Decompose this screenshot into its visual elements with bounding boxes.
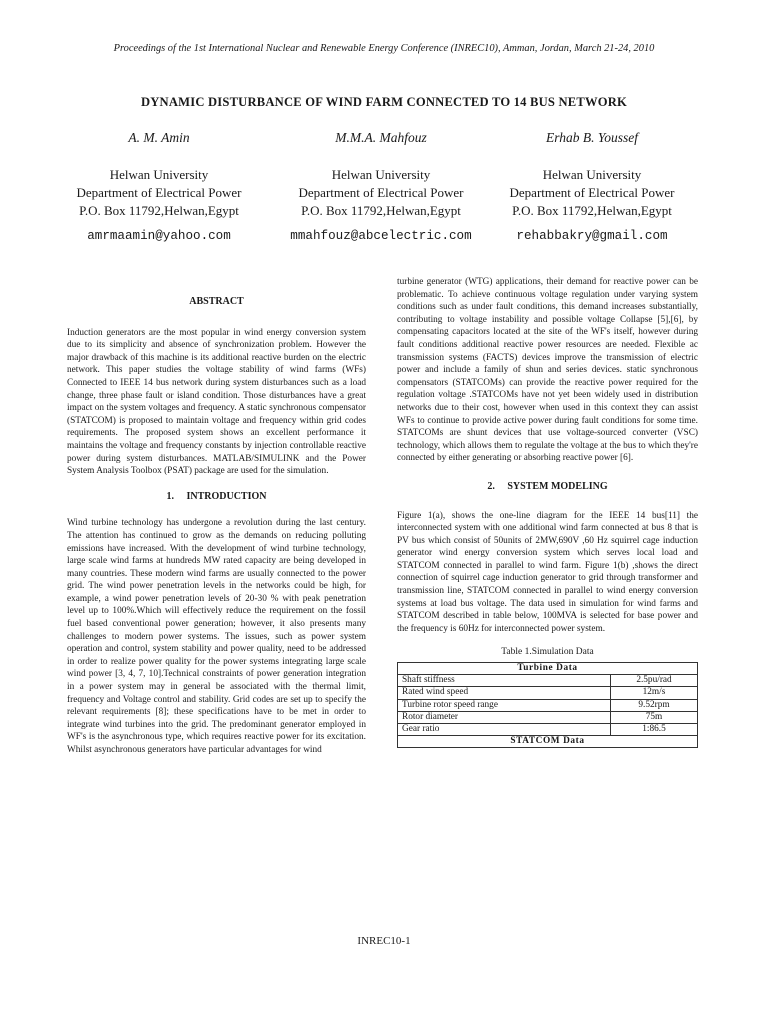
table-cell-value: 9.52rpm [611,699,698,711]
author-university: Helwan University [542,167,642,182]
table-row [398,711,698,723]
author-university: Helwan University [331,167,431,182]
left-column [67,276,366,757]
abstract-text: Induction generators are the most popular in wind energy conversion system due to its simplicity and absence of synchronization problem. However the major drawback of this machine is its additional reactive burden on the electric network. This paper studies the voltage stability of wind farms (WFs) Connected to IEEE 14 bus network during system disturbances such as a load change, three phase fault or island condition. Those disturbances have a great impact on the system voltages and frequency. A static synchronous compensator (STATCOM) is proposed to maintain voltage and frequency within grid codes requirements. The proposed system shows an excellent performance it maintains the voltage and frequency constants by injection controllable reactive power during system disturbances. MATLAB/SIMULINK and the Power System Analysis Toolbox (PSAT) package are used for the simulation. [67,327,366,477]
author-name: M.M.A. Mahfouz [335,130,427,145]
table-cell-value: 75m [611,711,698,723]
statcom-data-heading: STATCOM Data [398,736,698,748]
author-address: P.O. Box 11792,Helwan,Egypt [301,203,461,218]
table-cell-label: Turbine rotor speed range [398,699,611,711]
table-cell-value: 12m/s [611,687,698,699]
author-block [49,128,269,243]
author-department: Department of Electrical Power [298,185,464,200]
introduction-continued-text: turbine generator (WTG) applications, their demand for reactive power can be problematic. To achieve continuous voltage regulation under varying system conditions such as under fault conditions, this demand increases substantially, contributing to voltage instability and possible voltage Collapse [5],[6], by compensating capacitors located at the site of the WF's itself, however during fault conditions additional reactive power resources are needed. Flexible ac transmission systems (FACTS) devices improve the transmission of electric power and include a family of shun and series devices. static synchronous compensators (STATCOMs) can provide the reactive power required for the regulation voltage .STATCOMs have not yet been widely used in distribution networks due to their cost, however when used in this context they can assist WFs to continue to provide active power during fault conditions for some time. STATCOMs are shunt devices that use voltage-sourced converter (VSC) technology, which allows them to regulate the voltage at the bus to which they're connected by either generating or absorbing reactive power [6]. [397,277,698,464]
author-name: Erhab B. Youssef [546,130,638,145]
table-row [398,675,698,687]
table-cell-label: Rotor diameter [398,711,611,723]
abstract-heading: ABSTRACT [189,296,244,307]
system-modeling-text: Figure 1(a), shows the one-line diagram for the IEEE 14 bus[11] the interconnected system with one additional wind farm connected at bus 8 that is PV bus which consist of 50units of 2MW,690V ,60 Hz squirrel cage induction generator wind energy conversion system which serves local load and STATCOM connected in parallel to wind farm. Figure 1(b) ,shows the direct connection of squirrel cage induction generator to grid through transformer and transmission line, STATCOM connected in parallel to wind energy conversion systems at load bus voltage. The data used in simulation for wind farms and STATCOM described in table below, 100MVA is selected for base power and the frequency is 60Hz for interconnected power system. [397,510,698,634]
page-footer: INREC10-1 [357,935,411,947]
author-email: mmahfouz@abcelectric.com [290,229,472,243]
author-name: A. M. Amin [128,130,190,145]
table-cell-label: Shaft stiffness [398,675,611,687]
author-block [482,128,702,243]
introduction-heading: 1. INTRODUCTION [166,490,267,502]
simulation-data-table [397,662,698,748]
introduction-text: Wind turbine technology has undergone a revolution during the last century. The attention has continued to grow as the demands on reducing polluting emissions have increased. With the development of wind turbine technology, large scale wind farms at hundreds MW rated capacity are being developed in many countries. These modern wind farms are usually connected to the power grid. The wind power penetration levels in the networks could be high, for example, a wind power penetration levels of 20-30 % with peak penetration level up to 100%.Which will effectively reduce the requirement on the fossil fuel based conventional power generation; however, it also presents many challenges to modern power systems. The issues, such as power system operation and control, system stability and power quality, need to be addressed in order to realize power quality for the power systems integrating large scale wind power [3, 4, 7, 10].Technical constraints of power generation integration in a power system may in general be associated with the thermal limit, frequency and Voltage control and stability. Grid codes are set up to specify the relevant requirements [8]; these specifications have to be met in order to integrate wind turbines into the grid. The predominant generator employed in WF's is the asynchronous type, which requires reactive power for its excitation. Whilst asynchronous generators have particular advantages for wind [67,518,366,755]
author-block [271,128,491,243]
system-modeling-heading: 2. SYSTEM MODELING [487,480,608,492]
author-address: P.O. Box 11792,Helwan,Egypt [512,203,672,218]
author-department: Department of Electrical Power [509,185,675,200]
table-cell-label: Rated wind speed [398,687,611,699]
table-subheading-row [398,736,698,748]
turbine-data-heading: Turbine Data [398,663,698,675]
proceedings-header: Proceedings of the 1st International Nuclear and Renewable Energy Conference (INREC10), Amman, Jordan, March 21-24, 2010 [113,43,655,54]
table-caption: Table 1.Simulation Data [501,647,594,658]
table-row [398,687,698,699]
author-email: amrmaamin@yahoo.com [87,229,231,243]
author-email: rehabbakry@gmail.com [516,229,668,243]
author-address: P.O. Box 11792,Helwan,Egypt [79,203,239,218]
paper-title: DYNAMIC DISTURBANCE OF WIND FARM CONNECTED TO 14 BUS NETWORK [140,95,628,109]
author-department: Department of Electrical Power [76,185,242,200]
table-cell-value: 1:86.5 [611,724,698,736]
table-subheading-row [398,663,698,675]
author-university: Helwan University [109,167,209,182]
table-cell-value: 2.5pu/rad [611,675,698,687]
table-cell-label: Gear ratio [398,724,611,736]
right-column [397,276,698,748]
table-row [398,724,698,736]
table-row [398,699,698,711]
